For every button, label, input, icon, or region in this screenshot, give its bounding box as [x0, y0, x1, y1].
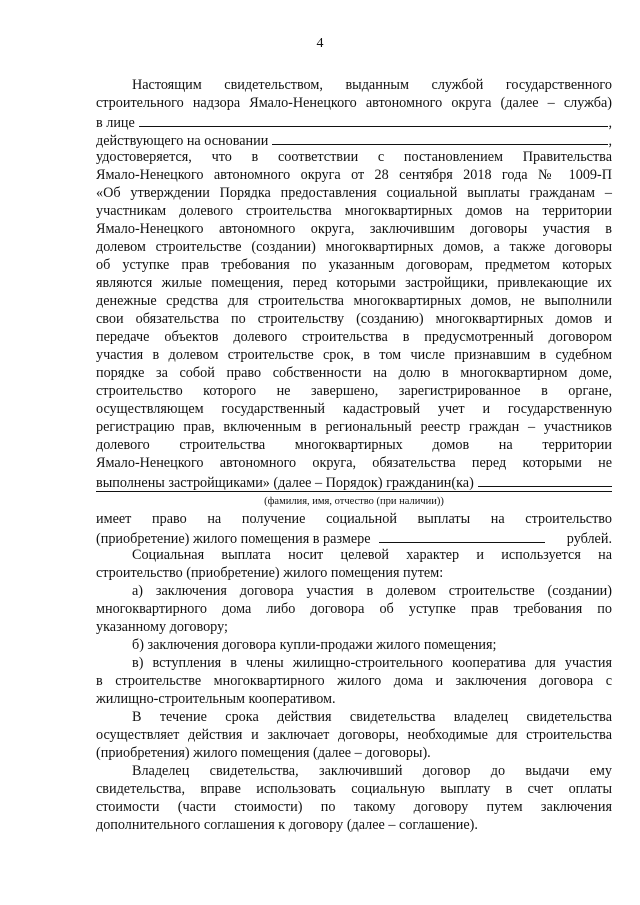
- deystvuyushego-blank[interactable]: [272, 130, 608, 145]
- paragraph-line: строительство которого не завершено, зарегистрированное в органе,: [96, 383, 612, 399]
- paragraph-line: Ямало-Ненецкого автономного округа от 28 сентября 2018 года № 1009-П: [96, 167, 612, 183]
- list-item-line: в строительстве многоквартирного жилого дома и заключения договора с: [96, 673, 612, 689]
- amount-label: (приобретение) жилого помещения в размере: [96, 531, 371, 547]
- paragraph-line: Владелец свидетельства, заключивший договор до выдачи ему: [132, 763, 612, 779]
- list-item-line: б) заключения договора купли-продажи жилого помещения;: [132, 637, 497, 653]
- paragraph-line: денежные средства для строительства многоквартирных домов, не выполнили: [96, 293, 612, 309]
- paragraph-line: имеет право на получение социальной выплаты на строительство: [96, 511, 612, 527]
- gragdanin-label: выполнены застройщиками» (далее – Порядок) гражданин(ка): [96, 475, 474, 491]
- paragraph-line: Настоящим свидетельством, выданным службой государственного: [132, 77, 612, 93]
- fio-caption: (фамилия, имя, отчество (при наличии)): [264, 496, 444, 507]
- paragraph-line: осуществляет действия и заключает договоры, необходимые для строительства: [96, 727, 612, 743]
- gragdanin-blank[interactable]: [478, 472, 612, 487]
- paragraph-line: являются жилые помещения, перед которыми застройщики, привлекающие их: [96, 275, 612, 291]
- v-litse-comma: ,: [608, 115, 612, 131]
- v-litse-line: [96, 112, 612, 130]
- amount-line: [96, 528, 612, 546]
- paragraph-line: строительство (приобретение) жилого помещения путем:: [96, 565, 444, 581]
- paragraph-line: свои обязательства по строительству (созданию) многоквартирных домов и: [96, 311, 612, 327]
- paragraph-line: строительного надзора Ямало-Ненецкого автономного округа (далее – служба): [96, 95, 612, 111]
- paragraph-line: долевом строительстве (создании) многоквартирных домов, а также договоры: [96, 239, 612, 255]
- paragraph-line: регистрацию прав, включенным в региональный реестр граждан – участников: [96, 419, 612, 435]
- paragraph-line: передаче объектов долевого строительства в предусмотренный договором: [96, 329, 612, 345]
- paragraph-line: Ямало-Ненецкого автономного округа, заключившим договоры участия в: [96, 221, 612, 237]
- paragraph-line: долевого строительства многоквартирных домов на территории: [96, 437, 612, 453]
- amount-unit: рублей.: [566, 531, 612, 547]
- list-item-line: а) заключения договора участия в долевом строительстве (создании): [132, 583, 612, 599]
- fio-rule[interactable]: [96, 491, 612, 492]
- paragraph-line: «Об утверждении Порядка предоставления социальной выплаты гражданам –: [96, 185, 612, 201]
- deystvuyushego-line: [96, 130, 612, 148]
- v-litse-label: в лице: [96, 115, 135, 131]
- paragraph-line: стоимости (части стоимости) по такому договору путем заключения: [96, 799, 612, 815]
- paragraph-line: удостоверяется, что в соответствии с постановлением Правительства: [96, 149, 612, 165]
- paragraph-line: участия в долевом строительстве срок, в том числе признавшим в судебном: [96, 347, 612, 363]
- deystvuyushego-label: действующего на основании: [96, 133, 269, 149]
- page-number: 4: [316, 36, 324, 51]
- paragraph-line: участникам долевого строительства многоквартирных домов на территории: [96, 203, 612, 219]
- v-litse-blank[interactable]: [139, 112, 609, 127]
- list-item-line: жилищно-строительным кооперативом.: [96, 691, 336, 707]
- gragdanin-line: [96, 472, 612, 490]
- list-item-line: указанному договору;: [96, 619, 228, 635]
- paragraph-line: свидетельства, вправе использовать социальную выплату в счет оплаты: [96, 781, 612, 797]
- list-item-line: в) вступления в члены жилищно-строительного кооператива для участия: [132, 655, 612, 671]
- deystvuyushego-comma: ,: [608, 133, 612, 149]
- paragraph-line: дополнительного соглашения к договору (далее – соглашение).: [96, 817, 478, 833]
- paragraph-line: В течение срока действия свидетельства владелец свидетельства: [132, 709, 612, 725]
- paragraph-line: Социальная выплата носит целевой характер и используется на: [132, 547, 612, 563]
- paragraph-line: Ямало-Ненецкого автономного округа, обязательства перед которыми не: [96, 455, 612, 471]
- paragraph-line: об уступке прав требования по указанным договорам, предметом которых: [96, 257, 612, 273]
- paragraph-line: (приобретения) жилого помещения (далее – договоры).: [96, 745, 431, 761]
- list-item-line: многоквартирного дома либо договора об уступке прав требования по: [96, 601, 612, 617]
- amount-blank[interactable]: [379, 528, 545, 543]
- paragraph-line: порядке за собой право собственности на долю в многоквартирном доме,: [96, 365, 612, 381]
- paragraph-line: осуществляющем государственный кадастровый учет и государственную: [96, 401, 612, 417]
